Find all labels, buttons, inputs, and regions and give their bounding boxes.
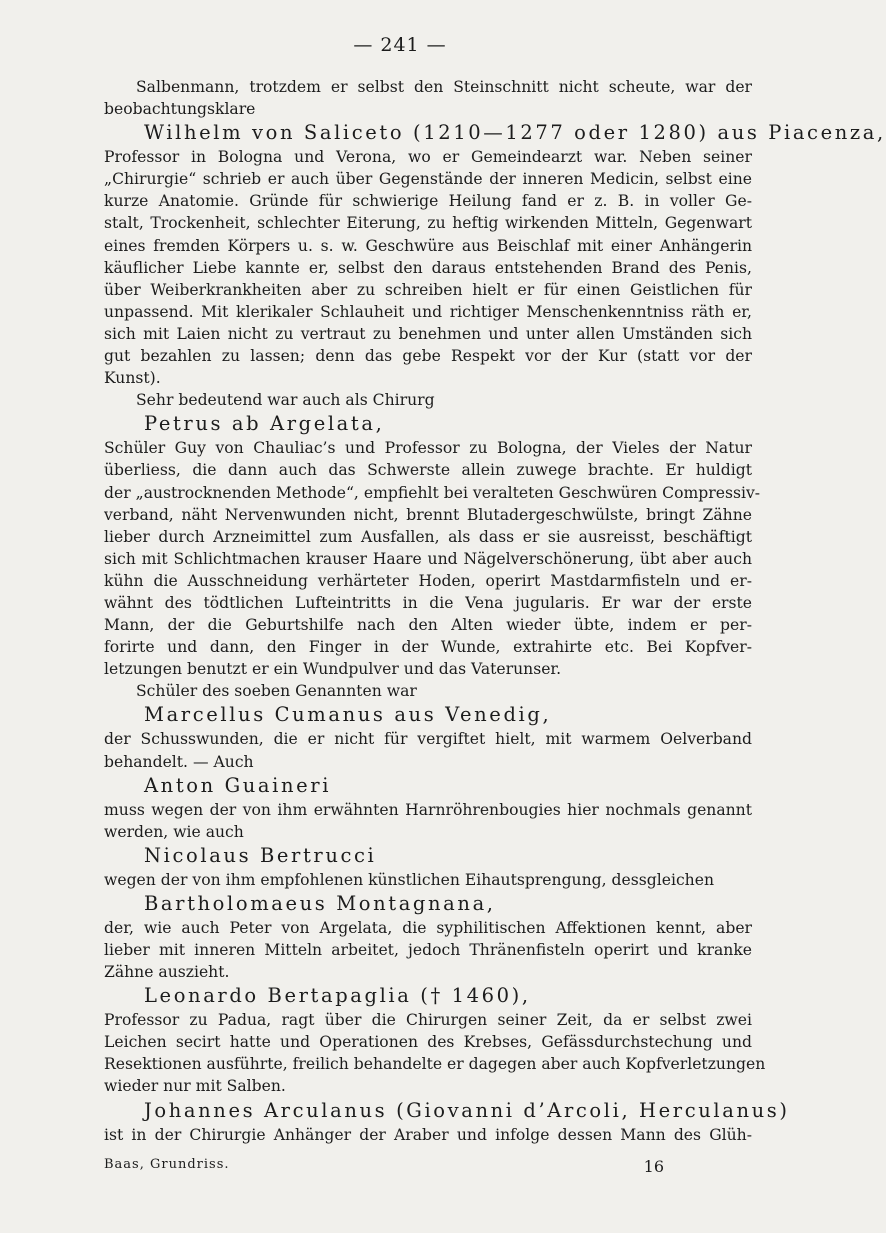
section-heading: Nicolaus Bertrucci xyxy=(144,843,377,867)
section-heading: Wilhelm von Saliceto (1210—1277 oder 1280) aus Piacenza, xyxy=(144,121,886,145)
text-line: der „austrocknenden Methode“, empfiehlt bei veralteten Geschwüren Compressiv- xyxy=(104,483,761,502)
text-line: letzungen benutzt er ein Wundpulver und das Vaterunser. xyxy=(104,660,562,679)
text-line: Leichen secirt hatte und Operationen des Krebses, Gefässdurchstechung und xyxy=(104,1033,752,1052)
text-line: eines fremden Körpers u. s. w. Geschwüre aus Beischlaf mit einer Anhängerin xyxy=(104,236,752,255)
text-line: behandelt. — Auch xyxy=(104,752,254,771)
text-line: sich mit Laien nicht zu vertraut zu benehmen und unter allen Umständen sich xyxy=(104,324,752,343)
text-line: käuflicher Liebe kannte er, selbst den daraus entstehenden Brand des Penis, xyxy=(104,258,752,277)
body-text xyxy=(104,76,886,1146)
footer-author: Baas, Grundriss. xyxy=(104,1157,230,1172)
page-footer xyxy=(104,1157,664,1176)
text-line: Resektionen ausführte, freilich behandelte er dagegen aber auch Kopfverletzungen xyxy=(104,1055,766,1074)
text-line: kurze Anatomie. Gründe für schwierige Heilung fand er z. B. in voller Ge- xyxy=(104,192,752,211)
text-line: Professor in Bologna und Verona, wo er Gemeindearzt war. Neben seiner xyxy=(104,148,752,167)
section-heading: Marcellus Cumanus aus Venedig, xyxy=(144,703,552,727)
text-line: Professor zu Padua, ragt über die Chirurgen seiner Zeit, da er selbst zwei xyxy=(104,1011,752,1030)
section-heading: Leonardo Bertapaglia († 1460), xyxy=(144,984,531,1008)
text-line: ist in der Chirurgie Anhänger der Araber und infolge dessen Mann des Glüh- xyxy=(104,1125,752,1144)
text-line: gut bezahlen zu lassen; denn das gebe Respekt vor der Kur (statt vor der xyxy=(104,347,752,366)
text-line: „Chirurgie“ schrieb er auch über Gegenstände der inneren Medicin, selbst eine xyxy=(104,170,752,189)
text-line: kühn die Ausschneidung verhärteter Hoden, operirt Mastdarmfisteln und er- xyxy=(104,571,752,590)
text-line: beobachtungsklare xyxy=(104,100,256,119)
text-line: verband, näht Nervenwunden nicht, brennt Blutadergeschwülste, bringt Zähne xyxy=(104,505,752,524)
text-line: unpassend. Mit klerikaler Schlauheit und richtiger Menschenkenntniss räth er, xyxy=(104,302,752,321)
text-line: Schüler des soeben Genannten war xyxy=(136,682,417,701)
text-line: Schüler Guy von Chauliac’s und Professor zu Bologna, der Vieles der Natur xyxy=(104,439,752,458)
text-line: wähnt des tödtlichen Lufteintritts in die Vena jugularis. Er war der erste xyxy=(104,593,752,612)
text-line: Mann, der die Geburtshilfe nach den Alten wieder übte, indem er per- xyxy=(104,616,752,635)
section-heading: Johannes Arculanus (Giovanni d’Arcoli, Herculanus) xyxy=(144,1098,790,1122)
text-line: wieder nur mit Salben. xyxy=(104,1077,286,1096)
text-line: Zähne auszieht. xyxy=(104,963,230,982)
text-line: der Schusswunden, die er nicht für vergiftet hielt, mit warmem Oelverband xyxy=(104,730,752,749)
text-line: Salbenmann, trotzdem er selbst den Steinschnitt nicht scheute, war der xyxy=(136,78,752,96)
text-line: der, wie auch Peter von Argelata, die syphilitischen Affektionen kennt, aber xyxy=(104,918,752,937)
text-line: stalt, Trockenheit, schlechter Eiterung, zu heftig wirkenden Mitteln, Gegenwart xyxy=(104,214,752,233)
text-line: werden, wie auch xyxy=(104,822,244,841)
text-line: überliess, die dann auch das Schwerste allein zuwege brachte. Er huldigt xyxy=(104,461,752,480)
text-line: über Weiberkrankheiten aber zu schreiben hielt er für einen Geistlichen für xyxy=(104,280,752,299)
section-heading: Anton Guaineri xyxy=(144,773,332,797)
section-heading: Petrus ab Argelata, xyxy=(144,412,385,436)
section-heading: Bartholomaeus Montagnana, xyxy=(144,891,496,915)
text-line: Kunst). xyxy=(104,369,161,388)
text-line: muss wegen der von ihm erwähnten Harnröhrenbougies hier nochmals genannt xyxy=(104,800,752,819)
text-line: forirte und dann, den Finger in der Wunde, extrahirte etc. Bei Kopfver- xyxy=(104,638,752,657)
text-line: lieber mit inneren Mitteln arbeitet, jedoch Thränenfisteln operirt und kranke xyxy=(104,941,752,959)
text-line: Sehr bedeutend war auch als Chirurg xyxy=(136,391,435,410)
page-number: — 241 — xyxy=(353,34,447,56)
footer-signature: 16 xyxy=(643,1157,664,1176)
text-line: lieber durch Arzneimittel zum Ausfallen, als dass er sie ausreisst, beschäftigt xyxy=(104,527,752,546)
text-line: wegen der von ihm empfohlenen künstlichen Eihautsprengung, dessgleichen xyxy=(104,870,714,889)
text-line: sich mit Schlichtmachen krauser Haare und Nägelverschönerung, übt aber auch xyxy=(104,549,752,568)
